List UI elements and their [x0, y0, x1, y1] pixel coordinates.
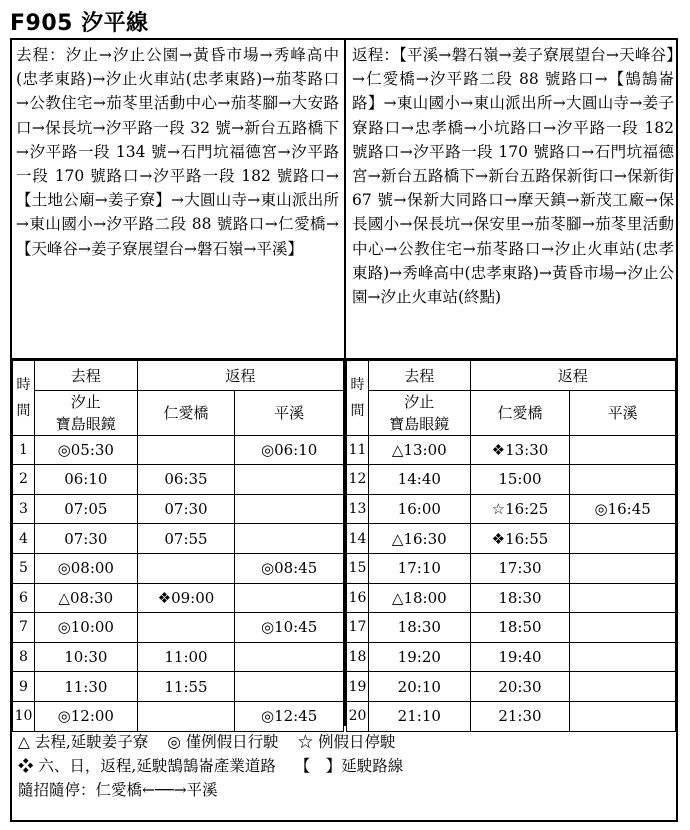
- cell-xizhi: △08:30: [34, 583, 137, 613]
- cell-renai: [137, 613, 235, 643]
- cell-no: 11: [347, 435, 369, 465]
- cell-xizhi: 07:30: [34, 524, 137, 554]
- cell-xizhi: 19:20: [368, 642, 470, 672]
- legend-holiday-only: ◎ 僅例假日行駛: [167, 733, 279, 751]
- header-renai: 仁愛橋: [137, 390, 235, 435]
- header-return: 返程: [137, 361, 343, 391]
- table-row: [13, 583, 344, 613]
- table-row: [13, 553, 344, 583]
- cell-renai: ❖09:00: [137, 583, 235, 613]
- cell-pingxi: [570, 642, 676, 672]
- cell-renai: 20:30: [470, 672, 570, 702]
- cell-pingxi: ◎12:45: [235, 701, 344, 731]
- cell-renai: 19:40: [470, 642, 570, 672]
- cell-no: 17: [347, 613, 369, 643]
- cell-no: 7: [13, 613, 35, 643]
- cell-no: 20: [347, 701, 369, 731]
- cell-pingxi: ◎10:45: [235, 613, 344, 643]
- cell-xizhi: 14:40: [368, 465, 470, 495]
- cell-pingxi: [235, 642, 344, 672]
- legend-hail-stop: 隨招隨停：仁愛橋←──→平溪: [18, 781, 218, 799]
- cell-renai: [137, 435, 235, 465]
- page-title: F905 汐平線: [10, 11, 149, 36]
- legend-line-1: [18, 730, 403, 754]
- cell-renai: 11:00: [137, 642, 235, 672]
- header-no-text: 時 間: [16, 376, 31, 419]
- legend-weekend-extension: ❖ 六、日，返程,延駛鵠鵠崙產業道路: [18, 757, 276, 775]
- cell-renai: [137, 701, 235, 731]
- cell-xizhi: 10:30: [34, 642, 137, 672]
- table-row: [13, 494, 344, 524]
- cell-pingxi: [570, 672, 676, 702]
- cell-xizhi: 06:10: [34, 465, 137, 495]
- header-xizhi: [368, 390, 470, 435]
- table-row: [13, 701, 344, 731]
- cell-xizhi: ◎05:30: [34, 435, 137, 465]
- table-row: [347, 642, 676, 672]
- header-outbound: 去程: [34, 361, 137, 391]
- header-xizhi-text: 汐止 寶島眼鏡: [55, 392, 116, 433]
- table-row: [347, 524, 676, 554]
- route-divider: [344, 40, 346, 358]
- cell-renai: 07:55: [137, 524, 235, 554]
- cell-xizhi: 07:05: [34, 494, 137, 524]
- cell-pingxi: [570, 465, 676, 495]
- cell-renai: 17:30: [470, 553, 570, 583]
- cell-renai: 06:35: [137, 465, 235, 495]
- cell-pingxi: [235, 494, 344, 524]
- cell-no: 15: [347, 553, 369, 583]
- cell-no: 19: [347, 672, 369, 702]
- cell-pingxi: [570, 553, 676, 583]
- schedule-frame: [10, 38, 678, 822]
- cell-no: 12: [347, 465, 369, 495]
- cell-xizhi: 21:10: [368, 701, 470, 731]
- cell-pingxi: [235, 583, 344, 613]
- legend-holiday-suspended: ☆ 例假日停駛: [297, 733, 396, 751]
- table-row: [347, 465, 676, 495]
- cell-no: 16: [347, 583, 369, 613]
- cell-no: 9: [13, 672, 35, 702]
- header-outbound: 去程: [368, 361, 470, 391]
- table-row: [13, 524, 344, 554]
- cell-no: 14: [347, 524, 369, 554]
- timetable-left: [12, 360, 344, 732]
- cell-no: 13: [347, 494, 369, 524]
- cell-xizhi: ◎08:00: [34, 553, 137, 583]
- cell-xizhi: △13:00: [368, 435, 470, 465]
- cell-pingxi: [570, 613, 676, 643]
- table-row: [347, 701, 676, 731]
- table-row: [347, 494, 676, 524]
- table-row: [13, 642, 344, 672]
- cell-xizhi: ◎10:00: [34, 613, 137, 643]
- header-no: [347, 361, 369, 436]
- cell-xizhi: 11:30: [34, 672, 137, 702]
- cell-xizhi: △16:30: [368, 524, 470, 554]
- cell-xizhi: 18:30: [368, 613, 470, 643]
- cell-renai: 18:30: [470, 583, 570, 613]
- cell-no: 4: [13, 524, 35, 554]
- legend-extend-jiangziliao: △ 去程,延駛姜子寮: [18, 733, 149, 751]
- cell-pingxi: [570, 583, 676, 613]
- cell-xizhi: 20:10: [368, 672, 470, 702]
- return-route: 返程：【平溪→磐石嶺→姜子寮展望台→天峰谷】→仁愛橋→汐平路二段 88 號路口→【鵠鵠崙路】→東山國小→東山派出所→大圓山寺→姜子寮路口→忠孝橋→小坑路口→汐平路一段 182 號路口→汐平路一段 170 號路口→石門坑福德宮→新台五路橋下→新台五路保新街口→保新街 67 號→保新大同路口→摩天鎮→新茂工廠→保長國小→保長坑→保安里→茄苳腳→茄苳里活動中心→公教住宅→茄苳路口→汐止火車站(忠孝東路)→秀峰高中(忠孝東路)→黃昏市場→汐止公園→汐止火車站(終點): [352, 46, 674, 307]
- legend-bracket-route: 【 】延駛路線: [294, 757, 404, 775]
- cell-renai: 21:30: [470, 701, 570, 731]
- cell-pingxi: [235, 524, 344, 554]
- cell-renai: ❖16:55: [470, 524, 570, 554]
- table-row: [347, 583, 676, 613]
- header-no: [13, 361, 35, 436]
- cell-no: 10: [13, 701, 35, 731]
- cell-no: 18: [347, 642, 369, 672]
- cell-renai: 18:50: [470, 613, 570, 643]
- table-row: [347, 613, 676, 643]
- table-row: [13, 465, 344, 495]
- cell-xizhi: ◎12:00: [34, 701, 137, 731]
- timetable-right: [346, 360, 676, 732]
- cell-pingxi: ◎16:45: [570, 494, 676, 524]
- cell-pingxi: [570, 524, 676, 554]
- cell-no: 8: [13, 642, 35, 672]
- cell-renai: ❖13:30: [470, 435, 570, 465]
- cell-pingxi: [570, 435, 676, 465]
- table-row: [347, 553, 676, 583]
- cell-pingxi: ◎08:45: [235, 553, 344, 583]
- table-row: [13, 435, 344, 465]
- cell-renai: ☆16:25: [470, 494, 570, 524]
- cell-xizhi: 16:00: [368, 494, 470, 524]
- header-pingxi: 平溪: [570, 390, 676, 435]
- cell-renai: 11:55: [137, 672, 235, 702]
- table-row: [13, 613, 344, 643]
- header-pingxi: 平溪: [235, 390, 344, 435]
- legend: [18, 730, 403, 802]
- cell-no: 6: [13, 583, 35, 613]
- table-row: [13, 672, 344, 702]
- legend-line-2: [18, 754, 403, 778]
- cell-pingxi: [235, 672, 344, 702]
- header-xizhi: [34, 390, 137, 435]
- header-xizhi-text: 汐止 寶島眼鏡: [389, 392, 450, 433]
- header-return: 返程: [470, 361, 675, 391]
- table-row: [347, 672, 676, 702]
- cell-xizhi: 17:10: [368, 553, 470, 583]
- outbound-route: 去程：汐止→汐止公園→黃昏市場→秀峰高中(忠孝東路)→汐止火車站(忠孝東路)→茄苳路口→公教住宅→茄苳里活動中心→茄苳腳→大安路口→保長坑→汐平路一段 32 號→新台五路橋下→汐平路一段 134 號→石門坑福德宮→汐平路一段 170 號路口→汐平路一段 182 號路口→【土地公廟→姜子寮】→大圓山寺→東山派出所→東山國小→汐平路二段 88 號路口→仁愛橋→【天峰谷→姜子寮展望台→磐石嶺→平溪】: [16, 46, 339, 258]
- table-row: [347, 435, 676, 465]
- cell-renai: 15:00: [470, 465, 570, 495]
- cell-pingxi: [235, 465, 344, 495]
- cell-xizhi: △18:00: [368, 583, 470, 613]
- cell-no: 2: [13, 465, 35, 495]
- cell-pingxi: ◎06:10: [235, 435, 344, 465]
- header-renai: 仁愛橋: [470, 390, 570, 435]
- cell-pingxi: [570, 701, 676, 731]
- cell-renai: [137, 553, 235, 583]
- cell-no: 5: [13, 553, 35, 583]
- cell-renai: 07:30: [137, 494, 235, 524]
- cell-no: 1: [13, 435, 35, 465]
- header-no-text: 時 間: [350, 376, 365, 419]
- cell-no: 3: [13, 494, 35, 524]
